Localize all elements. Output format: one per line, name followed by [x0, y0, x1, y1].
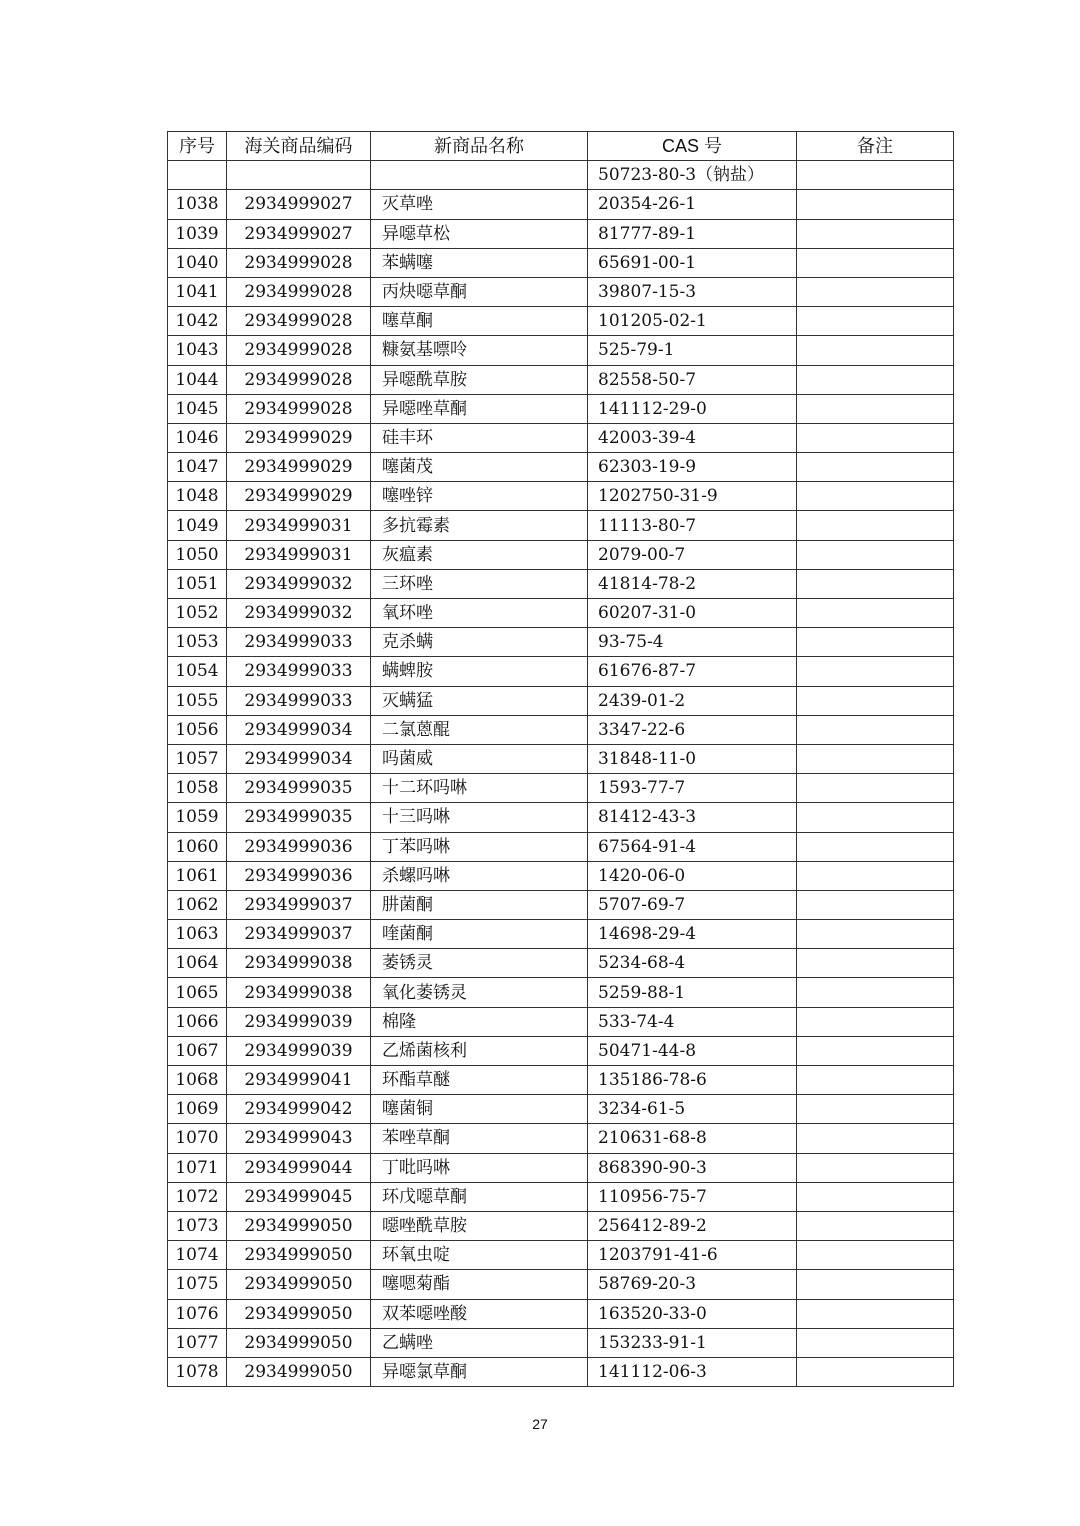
commodity-name-cell: 丁吡吗啉: [371, 1153, 588, 1182]
customs-code-cell: 2934999038: [227, 978, 371, 1007]
serial-number-cell: 1075: [168, 1270, 227, 1299]
table-row: [168, 774, 954, 803]
cas-number-cell: 62303-19-9: [588, 453, 797, 482]
customs-code-cell: 2934999050: [227, 1328, 371, 1357]
serial-number-cell: 1058: [168, 774, 227, 803]
commodity-name-cell: 氧化萎锈灵: [371, 978, 588, 1007]
header-serial-number: 序号: [168, 132, 227, 161]
remarks-cell: [797, 774, 954, 803]
table-row: [168, 920, 954, 949]
commodity-name-cell: 肼菌酮: [371, 890, 588, 919]
commodity-name-cell: 噻嗯菊酯: [371, 1270, 588, 1299]
remarks-cell: [797, 307, 954, 336]
remarks-cell: [797, 657, 954, 686]
customs-code-cell: 2934999035: [227, 803, 371, 832]
table-row: [168, 569, 954, 598]
table-row: [168, 1007, 954, 1036]
table-row: [168, 540, 954, 569]
remarks-cell: [797, 190, 954, 219]
cas-number-cell: 31848-11-0: [588, 744, 797, 773]
customs-code-cell: 2934999033: [227, 657, 371, 686]
cas-number-cell: 1420-06-0: [588, 861, 797, 890]
cas-number-cell: 20354-26-1: [588, 190, 797, 219]
serial-number-cell: 1078: [168, 1357, 227, 1386]
serial-number-cell: 1069: [168, 1095, 227, 1124]
commodity-name-cell: 噻菌铜: [371, 1095, 588, 1124]
cas-number-cell: 41814-78-2: [588, 569, 797, 598]
serial-number-cell: 1073: [168, 1211, 227, 1240]
customs-code-cell: 2934999034: [227, 744, 371, 773]
serial-number-cell: 1044: [168, 365, 227, 394]
table-row: [168, 657, 954, 686]
remarks-cell: [797, 365, 954, 394]
remarks-cell: [797, 1357, 954, 1386]
serial-number-cell: 1065: [168, 978, 227, 1007]
remarks-cell: [797, 482, 954, 511]
cas-number-cell: 65691-00-1: [588, 248, 797, 277]
commodity-name-cell: 双苯噁唑酸: [371, 1299, 588, 1328]
cas-number-cell: 39807-15-3: [588, 277, 797, 306]
table-row: [168, 949, 954, 978]
commodity-name-cell: 异噁唑草酮: [371, 394, 588, 423]
commodity-name-cell: 灭草唑: [371, 190, 588, 219]
customs-code-cell: 2934999044: [227, 1153, 371, 1182]
cas-number-cell: 61676-87-7: [588, 657, 797, 686]
commodity-name-cell: 噁唑酰草胺: [371, 1211, 588, 1240]
cas-number-cell: 110956-75-7: [588, 1182, 797, 1211]
customs-code-cell: 2934999032: [227, 569, 371, 598]
customs-code-cell: 2934999031: [227, 511, 371, 540]
commodity-name-cell: 异噁草松: [371, 219, 588, 248]
remarks-cell: [797, 978, 954, 1007]
remarks-cell: [797, 1066, 954, 1095]
remarks-cell: [797, 686, 954, 715]
commodity-name-cell: 苯唑草酮: [371, 1124, 588, 1153]
cas-number-cell: 5234-68-4: [588, 949, 797, 978]
serial-number-cell: 1048: [168, 482, 227, 511]
commodity-name-cell: 噻唑锌: [371, 482, 588, 511]
remarks-cell: [797, 453, 954, 482]
cas-number-cell: 141112-06-3: [588, 1357, 797, 1386]
customs-code-cell: 2934999032: [227, 599, 371, 628]
serial-number-cell: 1041: [168, 277, 227, 306]
remarks-cell: [797, 336, 954, 365]
table-row: [168, 423, 954, 452]
commodity-name-cell: 灭螨猛: [371, 686, 588, 715]
header-remarks: 备注: [797, 132, 954, 161]
cas-number-cell: 50723-80-3（钠盐）: [588, 161, 797, 190]
cas-number-cell: 2439-01-2: [588, 686, 797, 715]
serial-number-cell: 1049: [168, 511, 227, 540]
serial-number-cell: 1068: [168, 1066, 227, 1095]
commodity-name-cell: 异噁氯草酮: [371, 1357, 588, 1386]
customs-code-cell: 2934999041: [227, 1066, 371, 1095]
customs-code-cell: 2934999050: [227, 1241, 371, 1270]
commodity-name-cell: 十二环吗啉: [371, 774, 588, 803]
commodity-name-cell: 乙螨唑: [371, 1328, 588, 1357]
table-body: [168, 161, 954, 1387]
commodity-name-cell: 多抗霉素: [371, 511, 588, 540]
remarks-cell: [797, 715, 954, 744]
remarks-cell: [797, 1124, 954, 1153]
commodity-table: [167, 131, 954, 1387]
commodity-name-cell: 二氯蒽醌: [371, 715, 588, 744]
customs-code-cell: 2934999029: [227, 482, 371, 511]
table-row: [168, 686, 954, 715]
commodity-name-cell: [371, 161, 588, 190]
table-row: [168, 277, 954, 306]
table-row: [168, 482, 954, 511]
remarks-cell: [797, 890, 954, 919]
header-commodity-name: 新商品名称: [371, 132, 588, 161]
remarks-cell: [797, 599, 954, 628]
serial-number-cell: 1043: [168, 336, 227, 365]
table-row: [168, 307, 954, 336]
serial-number-cell: 1038: [168, 190, 227, 219]
commodity-name-cell: 三环唑: [371, 569, 588, 598]
cas-number-cell: 81777-89-1: [588, 219, 797, 248]
customs-code-cell: 2934999037: [227, 920, 371, 949]
serial-number-cell: 1066: [168, 1007, 227, 1036]
cas-number-cell: 67564-91-4: [588, 832, 797, 861]
serial-number-cell: 1060: [168, 832, 227, 861]
table-header-row: [168, 132, 954, 161]
cas-number-cell: 153233-91-1: [588, 1328, 797, 1357]
cas-number-cell: 163520-33-0: [588, 1299, 797, 1328]
cas-number-cell: 50471-44-8: [588, 1036, 797, 1065]
table-row: [168, 1066, 954, 1095]
remarks-cell: [797, 569, 954, 598]
table-row: [168, 1211, 954, 1240]
remarks-cell: [797, 803, 954, 832]
commodity-name-cell: 灰瘟素: [371, 540, 588, 569]
table-row: [168, 511, 954, 540]
table-row: [168, 744, 954, 773]
cas-number-cell: 5707-69-7: [588, 890, 797, 919]
commodity-name-cell: 噻菌茂: [371, 453, 588, 482]
serial-number-cell: 1045: [168, 394, 227, 423]
serial-number-cell: [168, 161, 227, 190]
remarks-cell: [797, 394, 954, 423]
remarks-cell: [797, 161, 954, 190]
customs-code-cell: 2934999043: [227, 1124, 371, 1153]
cas-number-cell: 60207-31-0: [588, 599, 797, 628]
commodity-name-cell: 噻草酮: [371, 307, 588, 336]
cas-number-cell: 82558-50-7: [588, 365, 797, 394]
customs-code-cell: 2934999039: [227, 1007, 371, 1036]
table-row: [168, 1124, 954, 1153]
remarks-cell: [797, 1328, 954, 1357]
cas-number-cell: 81412-43-3: [588, 803, 797, 832]
commodity-name-cell: 十三吗啉: [371, 803, 588, 832]
remarks-cell: [797, 1241, 954, 1270]
serial-number-cell: 1057: [168, 744, 227, 773]
cas-number-cell: 533-74-4: [588, 1007, 797, 1036]
commodity-name-cell: 苯螨噻: [371, 248, 588, 277]
customs-code-cell: 2934999037: [227, 890, 371, 919]
customs-code-cell: 2934999027: [227, 190, 371, 219]
commodity-name-cell: 氧环唑: [371, 599, 588, 628]
serial-number-cell: 1053: [168, 628, 227, 657]
serial-number-cell: 1039: [168, 219, 227, 248]
serial-number-cell: 1074: [168, 1241, 227, 1270]
remarks-cell: [797, 1036, 954, 1065]
customs-code-cell: 2934999031: [227, 540, 371, 569]
header-cas-number: CAS 号: [588, 132, 797, 161]
cas-number-cell: 525-79-1: [588, 336, 797, 365]
serial-number-cell: 1050: [168, 540, 227, 569]
table-row: [168, 248, 954, 277]
commodity-name-cell: 环氧虫啶: [371, 1241, 588, 1270]
table-row: [168, 890, 954, 919]
table-row: [168, 1241, 954, 1270]
remarks-cell: [797, 832, 954, 861]
serial-number-cell: 1070: [168, 1124, 227, 1153]
cas-number-cell: 14698-29-4: [588, 920, 797, 949]
remarks-cell: [797, 1211, 954, 1240]
customs-code-cell: 2934999036: [227, 832, 371, 861]
commodity-name-cell: 异噁酰草胺: [371, 365, 588, 394]
customs-code-cell: 2934999028: [227, 307, 371, 336]
customs-code-cell: 2934999036: [227, 861, 371, 890]
cas-number-cell: 42003-39-4: [588, 423, 797, 452]
cas-number-cell: 58769-20-3: [588, 1270, 797, 1299]
customs-code-cell: 2934999042: [227, 1095, 371, 1124]
serial-number-cell: 1051: [168, 569, 227, 598]
serial-number-cell: 1054: [168, 657, 227, 686]
remarks-cell: [797, 1153, 954, 1182]
customs-code-cell: [227, 161, 371, 190]
remarks-cell: [797, 219, 954, 248]
table-row: [168, 1095, 954, 1124]
remarks-cell: [797, 744, 954, 773]
commodity-name-cell: 乙烯菌核利: [371, 1036, 588, 1065]
cas-number-cell: 1593-77-7: [588, 774, 797, 803]
table-row: [168, 219, 954, 248]
remarks-cell: [797, 248, 954, 277]
remarks-cell: [797, 920, 954, 949]
serial-number-cell: 1062: [168, 890, 227, 919]
table-row: [168, 803, 954, 832]
customs-code-cell: 2934999033: [227, 686, 371, 715]
customs-code-cell: 2934999028: [227, 336, 371, 365]
serial-number-cell: 1059: [168, 803, 227, 832]
serial-number-cell: 1077: [168, 1328, 227, 1357]
table-row: [168, 161, 954, 190]
customs-code-cell: 2934999050: [227, 1211, 371, 1240]
remarks-cell: [797, 1095, 954, 1124]
commodity-name-cell: 吗菌威: [371, 744, 588, 773]
table-row: [168, 394, 954, 423]
serial-number-cell: 1042: [168, 307, 227, 336]
table-row: [168, 978, 954, 1007]
table-row: [168, 1036, 954, 1065]
serial-number-cell: 1064: [168, 949, 227, 978]
header-customs-code: 海关商品编码: [227, 132, 371, 161]
serial-number-cell: 1040: [168, 248, 227, 277]
customs-code-cell: 2934999028: [227, 248, 371, 277]
table-row: [168, 336, 954, 365]
cas-number-cell: 135186-78-6: [588, 1066, 797, 1095]
customs-code-cell: 2934999039: [227, 1036, 371, 1065]
customs-code-cell: 2934999029: [227, 453, 371, 482]
remarks-cell: [797, 277, 954, 306]
serial-number-cell: 1063: [168, 920, 227, 949]
serial-number-cell: 1047: [168, 453, 227, 482]
cas-number-cell: 1203791-41-6: [588, 1241, 797, 1270]
serial-number-cell: 1056: [168, 715, 227, 744]
cas-number-cell: 3347-22-6: [588, 715, 797, 744]
customs-code-cell: 2934999038: [227, 949, 371, 978]
cas-number-cell: 141112-29-0: [588, 394, 797, 423]
table-row: [168, 1299, 954, 1328]
remarks-cell: [797, 423, 954, 452]
commodity-name-cell: 棉隆: [371, 1007, 588, 1036]
cas-number-cell: 210631-68-8: [588, 1124, 797, 1153]
table-row: [168, 628, 954, 657]
cas-number-cell: 2079-00-7: [588, 540, 797, 569]
remarks-cell: [797, 949, 954, 978]
table-row: [168, 1182, 954, 1211]
cas-number-cell: 868390-90-3: [588, 1153, 797, 1182]
table-row: [168, 1153, 954, 1182]
customs-code-cell: 2934999045: [227, 1182, 371, 1211]
customs-code-cell: 2934999050: [227, 1357, 371, 1386]
cas-number-cell: 3234-61-5: [588, 1095, 797, 1124]
serial-number-cell: 1071: [168, 1153, 227, 1182]
remarks-cell: [797, 1182, 954, 1211]
customs-code-cell: 2934999028: [227, 277, 371, 306]
table-row: [168, 715, 954, 744]
customs-code-cell: 2934999028: [227, 365, 371, 394]
serial-number-cell: 1061: [168, 861, 227, 890]
table-row: [168, 453, 954, 482]
commodity-name-cell: 糠氨基嘌呤: [371, 336, 588, 365]
table-row: [168, 832, 954, 861]
cas-number-cell: 101205-02-1: [588, 307, 797, 336]
table-row: [168, 1328, 954, 1357]
serial-number-cell: 1072: [168, 1182, 227, 1211]
remarks-cell: [797, 628, 954, 657]
table-row: [168, 599, 954, 628]
cas-number-cell: 1202750-31-9: [588, 482, 797, 511]
customs-code-cell: 2934999033: [227, 628, 371, 657]
customs-code-cell: 2934999050: [227, 1299, 371, 1328]
remarks-cell: [797, 861, 954, 890]
commodity-name-cell: 萎锈灵: [371, 949, 588, 978]
remarks-cell: [797, 1007, 954, 1036]
commodity-name-cell: 丙炔噁草酮: [371, 277, 588, 306]
remarks-cell: [797, 1299, 954, 1328]
cas-number-cell: 5259-88-1: [588, 978, 797, 1007]
remarks-cell: [797, 511, 954, 540]
customs-code-cell: 2934999034: [227, 715, 371, 744]
cas-number-cell: 93-75-4: [588, 628, 797, 657]
serial-number-cell: 1067: [168, 1036, 227, 1065]
customs-code-cell: 2934999035: [227, 774, 371, 803]
commodity-name-cell: 螨蜱胺: [371, 657, 588, 686]
customs-code-cell: 2934999028: [227, 394, 371, 423]
commodity-name-cell: 丁苯吗啉: [371, 832, 588, 861]
cas-number-cell: 256412-89-2: [588, 1211, 797, 1240]
table-row: [168, 190, 954, 219]
serial-number-cell: 1046: [168, 423, 227, 452]
table-row: [168, 365, 954, 394]
customs-code-cell: 2934999050: [227, 1270, 371, 1299]
remarks-cell: [797, 540, 954, 569]
page-number: 27: [532, 1416, 548, 1432]
table-row: [168, 1270, 954, 1299]
commodity-name-cell: 环酯草醚: [371, 1066, 588, 1095]
customs-code-cell: 2934999029: [227, 423, 371, 452]
table-row: [168, 1357, 954, 1386]
remarks-cell: [797, 1270, 954, 1299]
commodity-name-cell: 克杀螨: [371, 628, 588, 657]
cas-number-cell: 11113-80-7: [588, 511, 797, 540]
customs-code-cell: 2934999027: [227, 219, 371, 248]
commodity-name-cell: 杀螺吗啉: [371, 861, 588, 890]
table-row: [168, 861, 954, 890]
commodity-name-cell: 喹菌酮: [371, 920, 588, 949]
commodity-name-cell: 环戊噁草酮: [371, 1182, 588, 1211]
serial-number-cell: 1052: [168, 599, 227, 628]
serial-number-cell: 1055: [168, 686, 227, 715]
commodity-name-cell: 硅丰环: [371, 423, 588, 452]
serial-number-cell: 1076: [168, 1299, 227, 1328]
